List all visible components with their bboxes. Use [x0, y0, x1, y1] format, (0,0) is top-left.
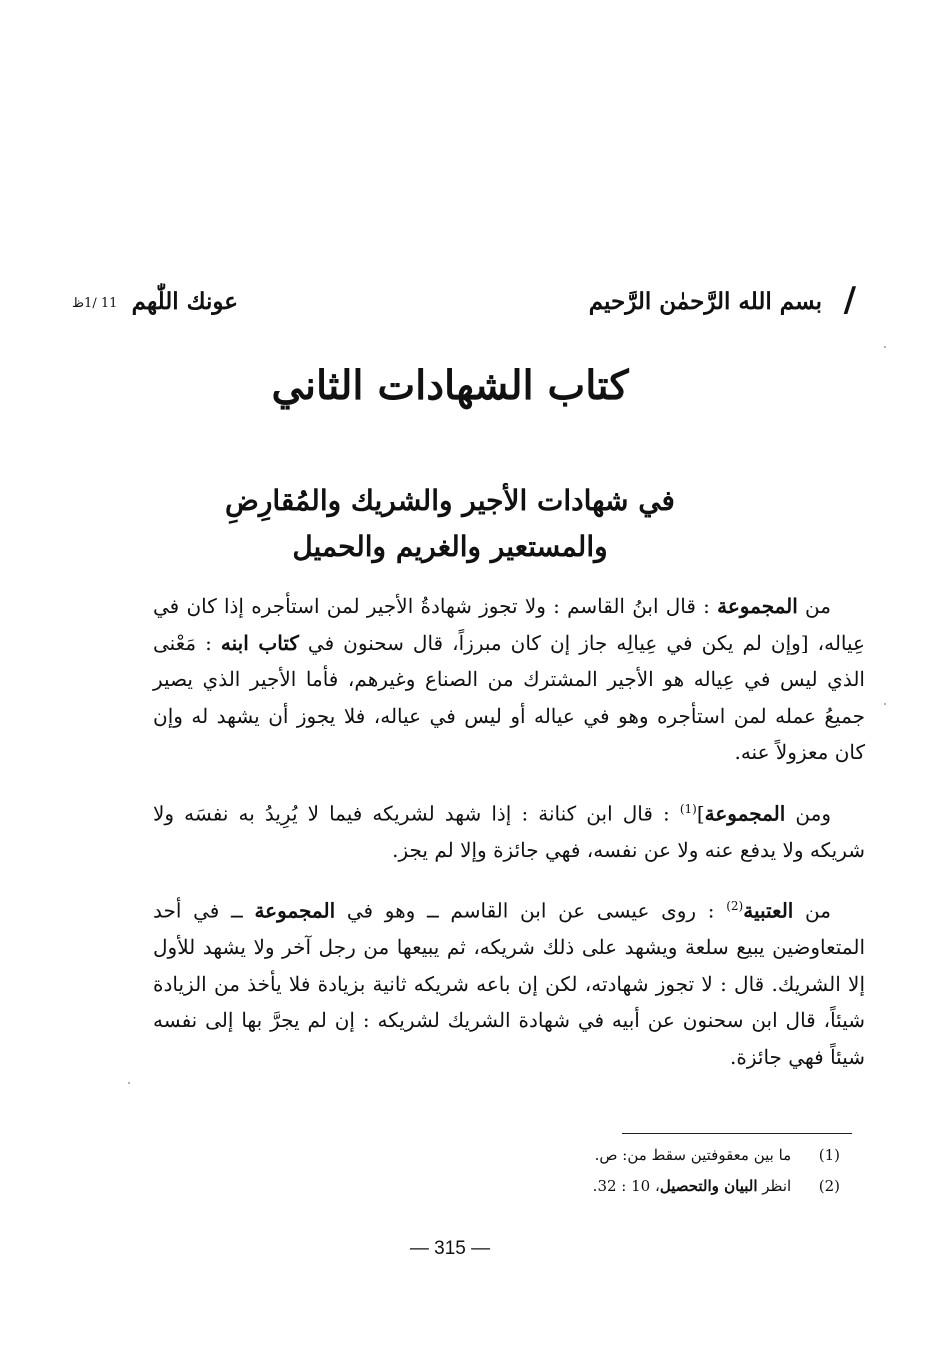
paragraph	[153, 888, 865, 1075]
paragraph-text: ]	[696, 801, 705, 826]
page-number: — 315 —	[409, 1238, 491, 1259]
scan-speck	[884, 346, 886, 348]
paragraph-text: : قال ابنُ القاسم : ولا تجوز شهادةُ الأجير لمن استأجره إذا كان في عِياله، [وإن لم يكن في عِيالِه جاز إن كان مبرزاً، قال سحنون في	[153, 594, 865, 655]
footnote	[280, 1171, 840, 1202]
paragraph-lead: ومن	[785, 801, 832, 826]
footnote-marker[interactable]: (1)	[679, 801, 697, 816]
section-title-line-1: في شهادات الأجير والشريك والمُقارِضِ	[225, 484, 675, 517]
paragraph	[153, 588, 865, 771]
basmala: بسم الله الرَّحمٰن الرَّحيم	[588, 288, 822, 315]
invocation: عونك اللّٰهم	[131, 288, 238, 315]
paragraph-lead: من	[797, 594, 831, 618]
body-text	[153, 588, 865, 1095]
paragraph-text: : قال ابن كنانة : إذا شهد لشريكه فيما لا يُرِيدُ به نفسَه ولا شريكه ولا يدفع عنه ولا عن نفسه، فهي جائزة وإلا لم يجز.	[153, 801, 865, 862]
footnote-number: (1)	[818, 1146, 840, 1164]
scan-speck	[884, 703, 886, 705]
source-name: المجموعة	[704, 801, 786, 826]
footnote-book-title: البيان والتحصيل	[659, 1177, 758, 1195]
paragraph	[153, 791, 865, 869]
footnote-marker[interactable]: (2)	[726, 899, 744, 914]
section-title	[0, 478, 940, 570]
footnotes	[280, 1140, 840, 1202]
source-name: كتاب ابنه	[220, 630, 299, 655]
page-header	[70, 280, 856, 332]
source-name: المجموعة	[254, 898, 336, 923]
folio-slash-mark: /	[843, 280, 856, 320]
folio-reference: 11 /1ظ	[72, 296, 118, 311]
footnote	[280, 1140, 840, 1171]
scan-speck	[128, 1082, 130, 1084]
paragraph-text: : روى عيسى عن ابن القاسم ــ وهو في	[335, 898, 727, 923]
source-name: العتبية	[743, 898, 794, 923]
book-title: كتاب الشهادات الثاني	[271, 362, 629, 409]
footnote-text: انظر	[757, 1177, 792, 1195]
footnote-number: (2)	[818, 1177, 840, 1195]
footnote-divider	[622, 1133, 852, 1134]
section-title-line-2: والمستعير والغريم والحميل	[292, 530, 608, 563]
footnote-text: ، 10 : 32.	[592, 1177, 660, 1195]
footnote-text: ما بين معقوفتين سقط من: ص.	[594, 1146, 792, 1164]
paragraph-text: ــ في أحد المتعاوضين يبيع سلعة ويشهد على ذلك شريكه، ثم يبيعها من رجل آخر ولا يشهد للأول إلا الشريك. قال : لا تجوز شهادته، لكن إن باعه شريكه ثانية بزيادة فلا يأخذ من الزيادة شيئاً، قال ابن سحنون عن أبيه في شهادة الشريك لشريكه : إن لم يجرَّ بها إلى نفسه شيئاً فهي جائزة.	[153, 898, 865, 1069]
paragraph-text: : مَعْنى الذي ليس في عِياله هو الأجير المشترك من الصناع وغيرهم، فأما الأجير الذي يصير جميعُ عمله لمن استأجره وهو في عياله أو ليس في عياله، فلا يجوز أن يشهد له وإن كان معزولاً عنه.	[153, 630, 865, 764]
paragraph-lead: من	[793, 898, 831, 923]
source-name: المجموعة	[717, 594, 798, 618]
